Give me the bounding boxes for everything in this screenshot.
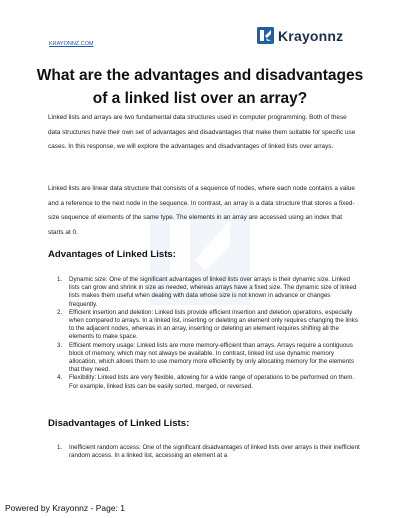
logo-text: Krayonnz (278, 27, 344, 44)
list-number: 1. (57, 444, 63, 451)
intro-paragraph: Linked lists and arrays are two fundamental data structures used in computer programming. Both of these data structures have their own set of advantages and disadvantages that make them suitable for specific use cases. In this response, we will explore the advantages and disadvantages of linked lists over arrays. (48, 114, 356, 151)
advantages-heading: Advantages of Linked Lists: (48, 249, 176, 260)
list-text: Flexibility: Linked lists are very flexible, allowing for a wide range of operations to be performed on them. For example, linked lists can be easily sorted, merged, or reversed. (69, 374, 355, 390)
list-item (48, 342, 360, 375)
list-number: 4. (57, 374, 63, 382)
list-text: Efficient insertion and deletion: Linked lists provide efficient insertion and deletion operations, especially when compared to arrays. In a linked list, inserting or deleting an element only requires changing the links to the adjacent nodes, whereas in an array, inserting or deleting an element requires shifting all the elements to make space. (69, 308, 358, 341)
list-number: 2. (57, 308, 63, 316)
list-number: 3. (57, 341, 63, 349)
definition-paragraph: Linked lists are linear data structure that consists of a sequence of nodes, where each node contains a value and a reference to the next node in the sequence. In contrast, an array is a data structure that stores a fixed-size sequence of elements of the same type. The elements in an array are accessed using an index that starts at 0. (48, 185, 355, 236)
list-text: Inefficient random access: One of the significant disadvantages of linked lists over arrays is their inefficient random access. In a linked list, accessing an element at a (69, 444, 360, 460)
krayonnz-logo (257, 27, 343, 44)
list-item (48, 444, 360, 460)
page-title: What are the advantages and disadvantages of a linked list over an array? (36, 67, 364, 107)
list-item (48, 276, 360, 309)
disadvantages-heading: Disadvantages of Linked Lists: (48, 418, 190, 429)
list-number: 1. (57, 276, 63, 283)
list-text: Dynamic size: One of the significant advantages of linked lists over arrays is their dynamic size. Linked lists can grow and shrink in size as needed, whereas arrays have a fixed size. The dynamic size of linked lists makes them useful when dealing with data whose size is not known in advance or changes frequently. (69, 276, 357, 308)
footer (0, 500, 400, 518)
list-text: Efficient memory usage: Linked lists are more memory-efficient than arrays. Arrays require a contiguous block of memory, which may not always be available. In contrast, linked list use dynamic memory allocation, which allows them to use memory more efficiently by only allocating memory for the elements that they need. (69, 341, 354, 374)
list-item (48, 374, 360, 390)
footer-text: Powered by Krayonnz - Page: 1 (5, 503, 126, 513)
logo-mark-icon (257, 27, 274, 44)
advantages-list (48, 276, 360, 391)
disadvantages-list (48, 444, 360, 460)
site-link[interactable]: KRAYONNZ.COM (49, 41, 94, 47)
list-item (48, 309, 360, 342)
